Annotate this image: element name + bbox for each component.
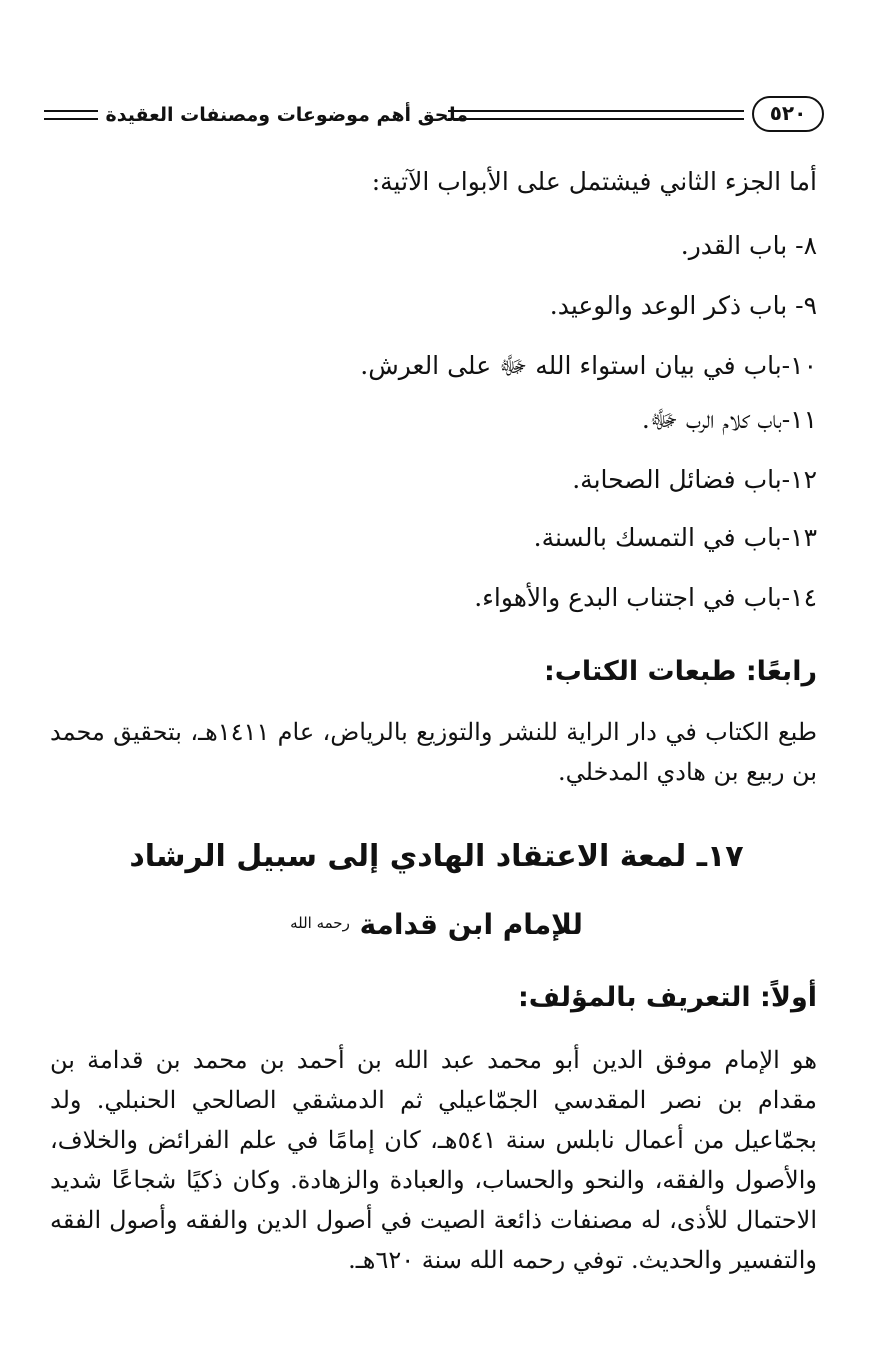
editions-heading: رابعًا: طبعات الكتاب: [543, 656, 817, 687]
chapter-item: ١٣-باب في التمسك بالسنة. [533, 523, 817, 552]
chapter-item: ١١-باب كلام الرب ﷻ. [641, 405, 817, 434]
header-left-rule [44, 110, 98, 120]
page-header [44, 96, 824, 136]
chapter-item: ٨- باب القدر. [680, 231, 817, 260]
book-author-line [0, 900, 873, 948]
header-right-rule [448, 110, 744, 120]
page-number: ٥٢٠ [752, 96, 824, 132]
editions-text: طبع الكتاب في دار الراية للنشر والتوزيع بالرياض، عام ١٤١١هـ، بتحقيق محمد بن ربيع بن هادي المدخلي. [50, 718, 818, 786]
chapter-item: ١٠-باب في بيان استواء الله ﷻ على العرش. [360, 351, 817, 380]
author-bio-text: هو الإمام موفق الدين أبو محمد عبد الله بن أحمد بن محمد بن قدامة بن مقدام بن نصر المقدسي الجمّاعيلي ثم الدمشقي الصالحي الحنبلي. ولد بجمّاعيل من أعمال نابلس سنة ٥٤١هـ، كان إمامًا في علم الفرائض والخلاف، والأصول والفقه، والنحو والحساب، والعبادة والزهادة. وكان ذكيًا شجاعًا شديد الاحتمال للأذى، له مصنفات ذائعة الصيت في أصول الدين والفقه وأصول الفقه والتفسير والحديث. توفي رحمه الله سنة ٦٢٠هـ. [50, 1046, 817, 1274]
chapter-item: ١٤-باب في اجتناب البدع والأهواء. [474, 583, 817, 612]
author-heading: أولاً: التعريف بالمؤلف: [517, 982, 817, 1013]
book-title: ١٧ـ لمعة الاعتقاد الهادي إلى سبيل الرشاد [129, 839, 744, 874]
honorific-mark: رحمه الله [290, 914, 350, 932]
intro-line: أما الجزء الثاني فيشتمل على الأبواب الآتية: [371, 167, 817, 196]
chapter-item: ١٢-باب فضائل الصحابة. [572, 465, 817, 494]
running-title: ملحق أهم موضوعات ومصنفات العقيدة [105, 104, 468, 126]
book-author: للإمام ابن قدامة [359, 908, 583, 941]
chapter-item: ٩- باب ذكر الوعد والوعيد. [549, 291, 817, 320]
